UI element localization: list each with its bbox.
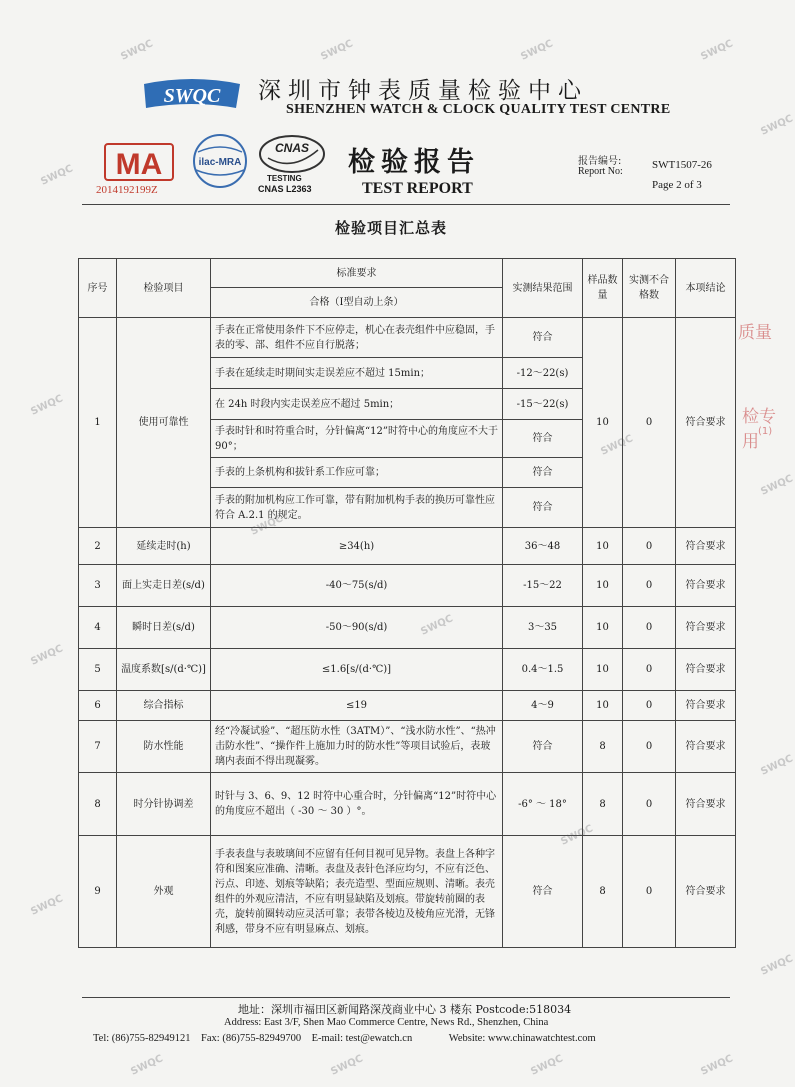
watermark-mark: SWQC: [759, 113, 795, 138]
svg-text:SWQC: SWQC: [163, 85, 221, 107]
cell-conclusion: 符合要求: [676, 565, 736, 607]
col-header-standard-sub: 合格（Ⅰ型自动上条）: [211, 288, 503, 318]
cell-requirement: -50～90(s/d): [211, 607, 503, 649]
watermark-mark: SWQC: [29, 893, 65, 918]
cell-requirement: 手表表盘与表玻璃间不应留有任何目视可见异物。表盘上各种字符和图案应准确、清晰。表盘及表针色泽应均匀，不应有泛色、污点、印迹、划痕等缺陷；表壳造型、型面应规则、清晰。表壳组件的外观应清洁，不应有明显缺陷及划痕。带旋转前圈的表壳，旋转前圈转动应灵活可靠；表带各棱边及棱角应光滑，无锋利感，带身不应有明显麻点、划痕。: [211, 836, 503, 948]
cell-samples: 10: [583, 318, 623, 528]
cnas-logo: [258, 132, 326, 176]
cell-item: 温度系数[s/(d·℃)]: [117, 649, 211, 691]
footer-divider: [82, 997, 730, 998]
cell-samples: 10: [583, 528, 623, 565]
cell-result: 符合: [503, 318, 583, 358]
cell-requirement: 手表在正常使用条件下不应停走，机心在表壳组件中应稳固，手表的零、部、组件不应自行脱落；: [211, 318, 503, 358]
col-header-conclusion: 本项结论: [676, 259, 736, 318]
page-number: Page 2 of 3: [652, 179, 702, 191]
ilac-mra-logo: [190, 132, 250, 190]
cell-item: 面上实走日差(s/d): [117, 565, 211, 607]
cell-requirement: 手表时针和时符重合时，分针偏离“12”时符中心的角度应不大于 90°；: [211, 420, 503, 458]
table-row: [79, 836, 736, 948]
cell-result: 3～35: [503, 607, 583, 649]
cell-result: 符合: [503, 458, 583, 488]
cell-conclusion: 符合要求: [676, 528, 736, 565]
watermark-mark: SWQC: [29, 643, 65, 668]
cell-samples: 10: [583, 607, 623, 649]
cell-requirement: 时针与 3、6、9、12 时符中心重合时，分针偏离“12”时符中心的角度应不超出（ -30 ～ 30 ）°。: [211, 773, 503, 836]
svg-text:ilac-MRA: ilac-MRA: [198, 157, 242, 168]
cell-conclusion: 符合要求: [676, 773, 736, 836]
center-name-en: SHENZHEN WATCH & CLOCK QUALITY TEST CENTRE: [286, 102, 671, 117]
cell-requirement: ≥34(h): [211, 528, 503, 565]
cell-result: 符合: [503, 488, 583, 528]
watermark-mark: SWQC: [759, 753, 795, 778]
cell-requirement: ≤1.6[s/(d·℃)]: [211, 649, 503, 691]
cell-conclusion: 符合要求: [676, 607, 736, 649]
table-row: [79, 721, 736, 773]
table-row: [79, 528, 736, 565]
cell-item: 时分针协调差: [117, 773, 211, 836]
cell-failed: 0: [623, 607, 676, 649]
cnas-testing-label: TESTING: [267, 174, 302, 183]
table-row: [79, 691, 736, 721]
cell-result: 4～9: [503, 691, 583, 721]
cell-failed: 0: [623, 836, 676, 948]
col-header-standard: 标准要求: [211, 259, 503, 288]
watermark-mark: SWQC: [599, 433, 635, 458]
watermark-mark: SWQC: [39, 163, 75, 188]
cell-result: 符合: [503, 420, 583, 458]
cell-item: 综合指标: [117, 691, 211, 721]
cell-seq: 7: [79, 721, 117, 773]
cell-failed: 0: [623, 691, 676, 721]
cell-samples: 8: [583, 721, 623, 773]
watermark-mark: SWQC: [319, 38, 355, 63]
cell-requirement: 手表在延续走时期间实走误差应不超过 15min；: [211, 358, 503, 389]
report-title-en: TEST REPORT: [362, 180, 473, 197]
watermark-mark: SWQC: [759, 953, 795, 978]
cell-result: -15～22: [503, 565, 583, 607]
report-no-label-en: Report No:: [578, 166, 623, 177]
cell-requirement: 在 24h 时段内实走误差应不超过 5min；: [211, 389, 503, 420]
header-row: [79, 259, 736, 288]
watermark-mark: SWQC: [529, 1053, 565, 1078]
report-title-cn: 检验报告: [348, 147, 480, 178]
summary-title: 检验项目汇总表: [335, 219, 448, 237]
watermark-mark: SWQC: [559, 823, 595, 848]
cell-seq: 9: [79, 836, 117, 948]
table-row: [79, 649, 736, 691]
cell-failed: 0: [623, 649, 676, 691]
cell-requirement: ≤19: [211, 691, 503, 721]
cell-samples: 8: [583, 836, 623, 948]
watermark-mark: SWQC: [419, 613, 455, 638]
watermark-mark: SWQC: [119, 38, 155, 63]
report-number: SWT1507-26: [652, 159, 712, 171]
col-header-failed: 实测不合格数: [623, 259, 676, 318]
cnas-number: CNAS L2363: [258, 184, 312, 194]
cell-seq: 5: [79, 649, 117, 691]
cell-seq: 8: [79, 773, 117, 836]
cell-item: 瞬时日差(s/d): [117, 607, 211, 649]
cell-failed: 0: [623, 721, 676, 773]
cell-conclusion: 符合要求: [676, 318, 736, 528]
footer-address-en: Address: East 3/F, Shen Mao Commerce Centre, News Rd., Shenzhen, China: [224, 1017, 549, 1028]
cell-failed: 0: [623, 565, 676, 607]
cell-result: -12～22(s): [503, 358, 583, 389]
watermark-mark: SWQC: [699, 38, 735, 63]
table-row: [79, 565, 736, 607]
cell-requirement: 手表的上条机构和拔针系工作应可靠；: [211, 458, 503, 488]
cell-seq: 6: [79, 691, 117, 721]
table-row: [79, 318, 736, 358]
cell-seq: 4: [79, 607, 117, 649]
watermark-mark: SWQC: [129, 1053, 165, 1078]
watermark-mark: SWQC: [329, 1053, 365, 1078]
svg-text:CNAS: CNAS: [274, 141, 310, 155]
cell-samples: 10: [583, 691, 623, 721]
watermark-mark: SWQC: [249, 513, 285, 538]
cell-conclusion: 符合要求: [676, 691, 736, 721]
cell-samples: 8: [583, 773, 623, 836]
cell-requirement: -40～75(s/d): [211, 565, 503, 607]
cell-failed: 0: [623, 528, 676, 565]
col-header-samples: 样品数量: [583, 259, 623, 318]
table-row: [79, 607, 736, 649]
cell-item: 外观: [117, 836, 211, 948]
cell-samples: 10: [583, 565, 623, 607]
col-header-seq: 序号: [79, 259, 117, 318]
ma-number: 2014192199Z: [96, 184, 158, 196]
cell-item: 使用可靠性: [117, 318, 211, 528]
cell-failed: 0: [623, 318, 676, 528]
cell-item: 延续走时(h): [117, 528, 211, 565]
cell-failed: 0: [623, 773, 676, 836]
col-header-item: 检验项目: [117, 259, 211, 318]
cell-seq: 3: [79, 565, 117, 607]
cell-seq: 2: [79, 528, 117, 565]
cell-conclusion: 符合要求: [676, 721, 736, 773]
cell-requirement: 手表的附加机构应工作可靠，带有附加机构手表的换历可靠性应符合 A.2.1 的规定。: [211, 488, 503, 528]
header-divider: [82, 204, 730, 205]
col-header-result: 实测结果范围: [503, 259, 583, 318]
swqc-logo: [140, 78, 244, 112]
cell-result: -15～22(s): [503, 389, 583, 420]
red-stamp: 质量 检专用 (1): [738, 323, 776, 452]
cell-result: 36～48: [503, 528, 583, 565]
cell-conclusion: 符合要求: [676, 836, 736, 948]
report-no-label-cn: 报告编号:: [578, 156, 622, 167]
cell-conclusion: 符合要求: [676, 649, 736, 691]
cell-result: 0.4～1.5: [503, 649, 583, 691]
cell-samples: 10: [583, 649, 623, 691]
cell-result: -6° ～ 18°: [503, 773, 583, 836]
test-summary-table: [78, 258, 736, 948]
cell-requirement: 经“冷凝试验”、“超压防水性（3ATM）”、“浅水防水性”、“热冲击防水性”、“操作件上施加力时的防水性”等项目试验后，表玻璃内表面不得出现凝雾。: [211, 721, 503, 773]
cell-result: 符合: [503, 836, 583, 948]
center-name-cn: 深圳市钟表质量检验中心: [258, 78, 588, 104]
watermark-mark: SWQC: [519, 38, 555, 63]
table-row: [79, 773, 736, 836]
watermark-mark: SWQC: [699, 1053, 735, 1078]
footer-address-cn: 地址：深圳市福田区新闻路深茂商业中心 3 楼东 Postcode:518034: [238, 1003, 572, 1016]
footer-contact: Tel: (86)755-82949121 Fax: (86)755-82949700 E-mail: test@ewatch.cn Website: www.chinawatchtest.com: [93, 1033, 596, 1044]
watermark-mark: SWQC: [29, 393, 65, 418]
cell-result: 符合: [503, 721, 583, 773]
ma-logo: [103, 140, 175, 184]
cell-item: 防水性能: [117, 721, 211, 773]
watermark-mark: SWQC: [759, 473, 795, 498]
svg-text:MA: MA: [115, 148, 163, 181]
cell-seq: 1: [79, 318, 117, 528]
